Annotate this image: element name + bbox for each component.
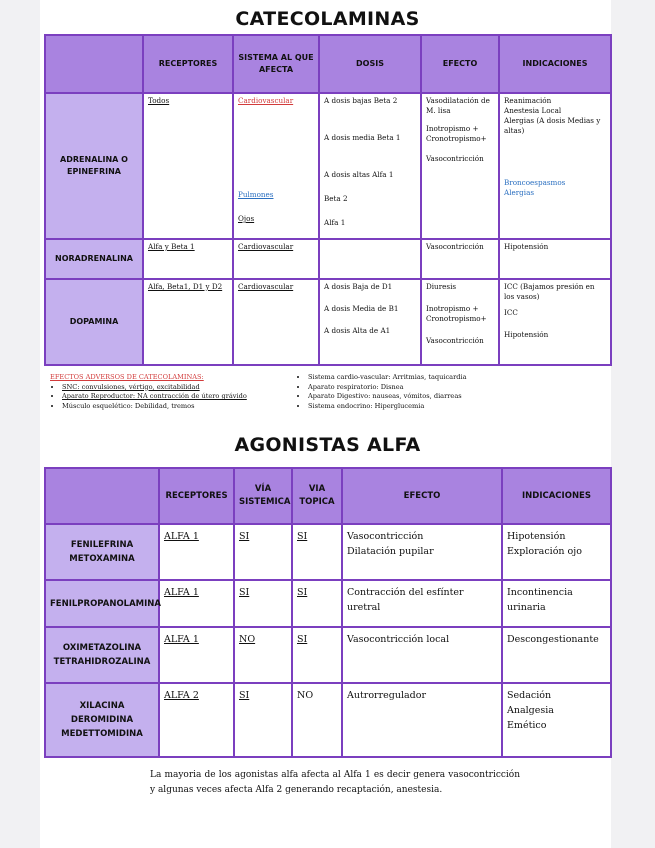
- noradrenalina-receptores: Alfa y Beta 1: [143, 239, 233, 279]
- right-margin: [611, 0, 655, 848]
- row-xilacina: [45, 683, 611, 757]
- label-oximetazolina: OXIMETAZOLINA TETRAHIDROZALINA: [45, 627, 159, 683]
- header-indicaciones: INDICACIONES: [499, 35, 611, 93]
- adverse-item: • Aparato Reproductor: NA contracción de útero grávido: [62, 392, 300, 402]
- header-efecto: EFECTO: [342, 468, 502, 524]
- noradrenalina-sistema: Cardiovascular: [233, 239, 319, 279]
- row-fenilefrina: [45, 524, 611, 580]
- efecto-value: Contracción del esfínter uretral: [342, 580, 502, 627]
- header-via-topica: VIA TOPICA: [292, 468, 342, 524]
- footer-note: La mayoria de los agonistas alfa afecta al Alfa 1 es decir genera vasocontricción y algunas veces afecta Alfa 2 generando recaptación, anestesia.: [150, 770, 520, 795]
- topica-value: SI: [297, 587, 308, 598]
- adverse-heading: EFECTOS ADVERSOS DE CATECOLAMINAS:: [50, 373, 204, 381]
- header-via-sistemica: VÍA SISTEMICA: [234, 468, 292, 524]
- noradrenalina-indicaciones: Hipotensión: [499, 239, 611, 279]
- label-xilacina: XILACINA DEROMIDINA MEDETTOMIDINA: [45, 683, 159, 757]
- receptores-value: ALFA 1: [164, 587, 199, 598]
- label-noradrenalina: NORADRENALINA: [45, 239, 143, 279]
- sistemica-value: SI: [239, 587, 250, 598]
- indicaciones-value: Sedación Analgesia Emético: [502, 683, 611, 757]
- label-fenilefrina: FENILEFRINA METOXAMINA: [45, 524, 159, 580]
- header-dosis: DOSIS: [319, 35, 421, 93]
- adrenalina-dosis: A dosis bajas Beta 2 A dosis media Beta 1 A dosis altas Alfa 1 Beta 2 Alfa 1: [319, 93, 421, 239]
- sistemica-value: NO: [239, 634, 256, 645]
- indicaciones-value: Hipotensión Exploración ojo: [502, 524, 611, 580]
- adverse-item: • Aparato Digestivo: nauseas, vómitos, diarreas: [308, 392, 536, 402]
- row-adrenalina: [45, 93, 611, 239]
- indicaciones-value: Descongestionante: [502, 627, 611, 683]
- table1-corner: [45, 35, 143, 93]
- title-agonistas-alfa: AGONISTAS ALFA: [234, 434, 421, 456]
- noradrenalina-dosis: [319, 239, 421, 279]
- row-noradrenalina: [45, 239, 611, 279]
- table2-header-row: [45, 468, 611, 524]
- sistemica-value: SI: [239, 690, 250, 701]
- adverse-item: • Sistema cardio-vascular: Arritmias, taquicardia: [308, 373, 536, 383]
- label-adrenalina: ADRENALINA O EPINEFRINA: [45, 93, 143, 239]
- header-receptores: RECEPTORES: [143, 35, 233, 93]
- dopamina-sistema: Cardiovascular: [233, 279, 319, 365]
- adrenalina-receptores: Todos: [143, 93, 233, 239]
- adverse-item: • Músculo esquelético: Debilidad, tremos: [62, 402, 300, 412]
- agonistas-alfa-table: [44, 467, 612, 758]
- adrenalina-sistema: [233, 93, 319, 239]
- topica-value: SI: [297, 634, 308, 645]
- receptores-value: ALFA 1: [164, 634, 199, 645]
- adverse-item: • Sistema endocrino: Hiperglucemia: [308, 402, 536, 412]
- row-oximetazolina: [45, 627, 611, 683]
- label-dopamina: DOPAMINA: [45, 279, 143, 365]
- row-dopamina: [45, 279, 611, 365]
- dopamina-efecto: Diuresis Inotropismo + Cronotropismo+ Vasocontricción: [421, 279, 499, 365]
- adrenalina-indicaciones: Reanimación Anestesia Local Alergias (A dosis Medias y altas) Broncoespasmos Alergias: [499, 93, 611, 239]
- receptores-value: ALFA 2: [164, 690, 199, 701]
- row-fenilpropanolamina: [45, 580, 611, 627]
- topica-value: SI: [297, 531, 308, 542]
- efecto-value: Vasocontricción local: [342, 627, 502, 683]
- dopamina-dosis: A dosis Baja de D1 A dosis Media de B1 A dosis Alta de A1: [319, 279, 421, 365]
- adverse-effects-right: [296, 373, 536, 411]
- sistema-cardiovascular: Cardiovascular: [238, 96, 294, 105]
- left-margin: [0, 0, 40, 848]
- adverse-effects-left: [50, 373, 300, 411]
- sistema-pulmones: Pulmones: [238, 190, 274, 199]
- header-receptores: RECEPTORES: [159, 468, 234, 524]
- title-catecolaminas: CATECOLAMINAS: [235, 8, 420, 30]
- dopamina-receptores: Alfa, Beta1, D1 y D2: [143, 279, 233, 365]
- header-indicaciones: INDICACIONES: [502, 468, 611, 524]
- adverse-item: • SNC: convulsiones, vértigo, excitabilidad: [62, 383, 300, 393]
- noradrenalina-efecto: Vasocontricción: [421, 239, 499, 279]
- header-efecto: EFECTO: [421, 35, 499, 93]
- table1-header-row: [45, 35, 611, 93]
- sistema-ojos: Ojos: [238, 214, 255, 223]
- label-fenilpropanolamina: FENILPROPANOLAMINA: [45, 580, 159, 627]
- adrenalina-efecto: Vasodilatación de M. lisa Inotropismo + Cronotropismo+ Vasocontricción: [421, 93, 499, 239]
- dopamina-indicaciones: ICC (Bajamos presión en los vasos) ICC Hipotensión: [499, 279, 611, 365]
- catecolaminas-table: [44, 34, 612, 366]
- table2-corner: [45, 468, 159, 524]
- efecto-value: Vasocontricción Dilatación pupilar: [342, 524, 502, 580]
- indicaciones-value: Incontinencia urinaria: [502, 580, 611, 627]
- efecto-value: Autrorregulador: [342, 683, 502, 757]
- adverse-item: • Aparato respiratorio: Disnea: [308, 383, 536, 393]
- receptores-value: ALFA 1: [164, 531, 199, 542]
- topica-value: NO: [297, 690, 314, 701]
- header-sistema: SISTEMA AL QUE AFECTA: [233, 35, 319, 93]
- sistemica-value: SI: [239, 531, 250, 542]
